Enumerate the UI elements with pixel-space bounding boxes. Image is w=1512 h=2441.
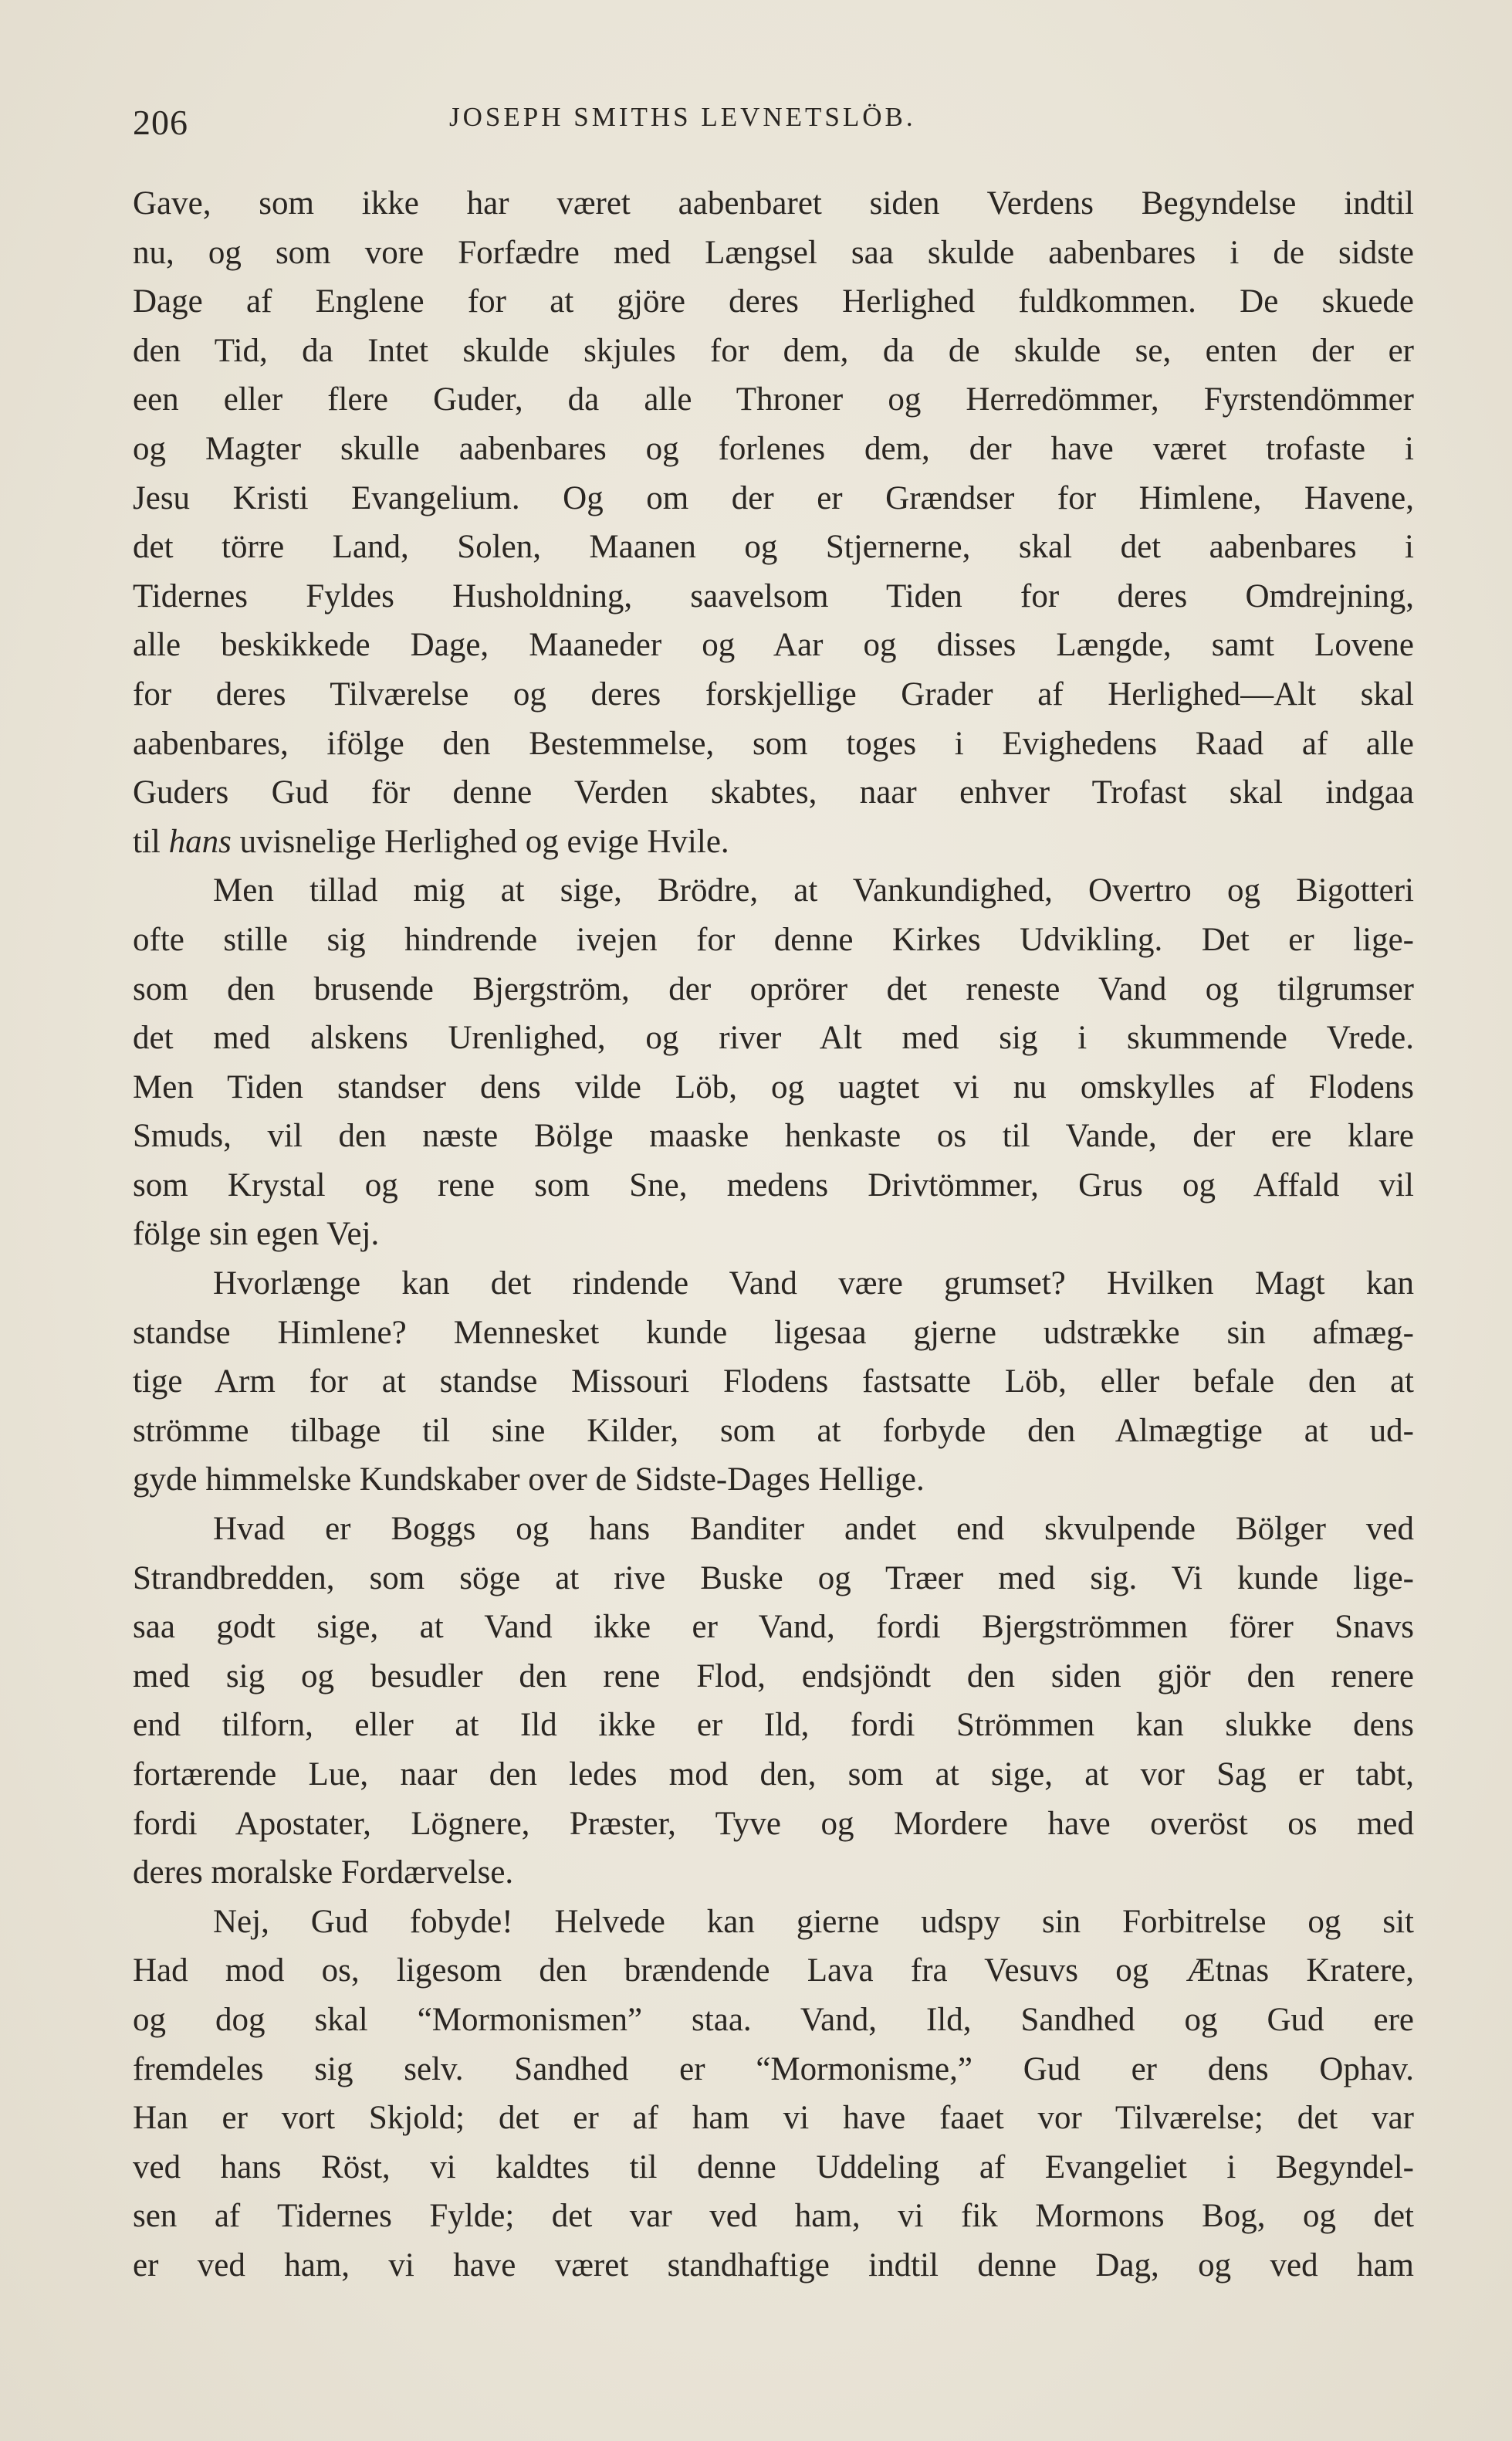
text-line-content: sen af Tidernes Fylde; det var ved ham, vi fik Mormons Bog, og det: [133, 2198, 1414, 2235]
text-line-content: ved hans Röst, vi kaldtes til denne Uddeling af Evangeliet i Begyndel-: [133, 2148, 1414, 2185]
text-line-content: som den brusende Bjergström, der oprörer det reneste Vand og tilgrumser: [133, 970, 1414, 1007]
text-line-content: deres moralske Fordærvelse.: [133, 1854, 514, 1891]
text-line: [133, 670, 1414, 719]
text-line-content: gyde himmelske Kundskaber over de Sidste-Dages Hellige.: [133, 1461, 925, 1498]
text-line-content: een eller flere Guder, da alle Throner og Herredömmer, Fyrstendömmer: [133, 381, 1414, 418]
text-line: [133, 1407, 1414, 1456]
text-line-content: det med alskens Urenlighed, og river Alt med sig i skummende Vrede.: [133, 1020, 1414, 1057]
text-line: [133, 818, 1414, 867]
text-line: [133, 965, 1414, 1014]
text-line-content: den Tid, da Intet skulde skjules for dem, da de skulde se, enten der er: [133, 332, 1414, 369]
text-line: [133, 572, 1414, 621]
text-line: [133, 1750, 1414, 1799]
text-line-content: strömme tilbage til sine Kilder, som at forbyde den Almægtige at ud-: [133, 1412, 1414, 1449]
text-line: [133, 277, 1414, 327]
running-title: JOSEPH SMITHS LEVNETSLÖB.: [449, 102, 916, 132]
text-line: [133, 916, 1414, 965]
text-line-content: Men tillad mig at sige, Brödre, at Vankundighed, Overtro og Bigotteri: [213, 872, 1414, 909]
text-line-continuation: uvisnelige Herlighed og evige Hvile.: [239, 823, 729, 860]
text-line-content: Hvad er Boggs og hans Banditer andet end skvulpende Bölger ved: [213, 1511, 1414, 1548]
text-line-content: Tidernes Fyldes Husholdning, saavelsom Tiden for deres Omdrejning,: [133, 577, 1414, 614]
text-line: [133, 866, 1414, 916]
italic-word: hans: [168, 823, 232, 860]
text-line-content: alle beskikkede Dage, Maaneder og Aar og disses Længde, samt Lovene: [133, 627, 1414, 664]
text-line: [133, 1259, 1414, 1309]
text-line: [133, 2094, 1414, 2143]
text-line-content: Han er vort Skjold; det er af ham vi have faaet vor Tilværelse; det var: [133, 2100, 1414, 2137]
text-line-content: og dog skal “Mormonismen” staa. Vand, Ild, Sandhed og Gud ere: [133, 2001, 1414, 2038]
text-line: [133, 1898, 1414, 1947]
text-line-content: Hvorlænge kan det rindende Vand være grumset? Hvilken Magt kan: [213, 1265, 1414, 1302]
text-line: [133, 425, 1414, 474]
text-line-content: Men Tiden standser dens vilde Löb, og uagtet vi nu omskylles af Flodens: [133, 1068, 1414, 1105]
text-line-content: saa godt sige, at Vand ikke er Vand, fordi Bjergströmmen förer Snavs: [133, 1609, 1414, 1646]
text-line-content: Had mod os, ligesom den brændende Lava fra Vesuvs og Ætnas Kratere,: [133, 1952, 1414, 1989]
text-line: [133, 768, 1414, 818]
text-line: [133, 1652, 1414, 1701]
text-line: [133, 229, 1414, 278]
text-line-content: standse Himlene? Mennesket kunde ligesaa gjerne udstrække sin afmæg-: [133, 1314, 1414, 1351]
text-line-content: er ved ham, vi have været standhaftige indtil denne Dag, og ved ham: [133, 2246, 1414, 2284]
text-line-content: for deres Tilværelse og deres forskjellige Grader af Herlighed—Alt skal: [133, 675, 1414, 713]
text-line: [133, 523, 1414, 572]
text-line: [133, 1701, 1414, 1750]
text-line-content: Gave, som ikke har været aabenbaret siden Verdens Begyndelse indtil: [133, 185, 1414, 222]
text-line: [133, 1357, 1414, 1407]
text-line-content: aabenbares, ifölge den Bestemmelse, som toges i Evighedens Raad af alle: [133, 725, 1414, 762]
text-line: [133, 621, 1414, 670]
text-line-content: tige Arm for at standse Missouri Flodens fastsatte Löb, eller befale den at: [133, 1363, 1414, 1400]
text-line: [133, 719, 1414, 769]
text-line: [133, 327, 1414, 376]
text-line-content: som Krystal og rene som Sne, medens Drivtömmer, Grus og Affald vil: [133, 1166, 1414, 1204]
text-line: [133, 179, 1414, 229]
text-line-content: det törre Land, Solen, Maanen og Stjernerne, skal det aabenbares i: [133, 529, 1414, 566]
text-line-content: Nej, Gud fobyde! Helvede kan gierne udspy sin Forbitrelse og sit: [213, 1903, 1414, 1940]
text-line: [133, 1505, 1414, 1554]
text-line-content: Dage af Englene for at gjöre deres Herlighed fuldkommen. De skuede: [133, 283, 1414, 320]
text-line: [133, 1309, 1414, 1358]
text-line-content: ofte stille sig hindrende ivejen for denne Kirkes Udvikling. Det er lige-: [133, 921, 1414, 958]
text-line: [133, 1161, 1414, 1210]
body-text: [133, 179, 1414, 2290]
page-header: [133, 91, 1414, 145]
text-line: [133, 1112, 1414, 1161]
text-line-content: med sig og besudler den rene Flod, endsjöndt den siden gjör den renere: [133, 1657, 1414, 1694]
text-line: [133, 474, 1414, 523]
page-number: 206: [133, 103, 188, 142]
text-line-content: fölge sin egen Vej.: [133, 1216, 380, 1253]
text-line: [133, 1014, 1414, 1063]
text-line-content: Guders Gud för denne Verden skabtes, naar enhver Trofast skal indgaa: [133, 774, 1414, 811]
text-line-content: nu, og som vore Forfædre med Længsel saa skulde aabenbares i de sidste: [133, 234, 1414, 271]
text-line-content: fortærende Lue, naar den ledes mod den, som at sige, at vor Sag er tabt,: [133, 1756, 1414, 1793]
text-line: [133, 1946, 1414, 1996]
text-line-content: fordi Apostater, Lögnere, Præster, Tyve og Mordere have overöst os med: [133, 1805, 1414, 1842]
text-line: [133, 1455, 1414, 1505]
text-line: [133, 1996, 1414, 2045]
text-line-content: Jesu Kristi Evangelium. Og om der er Grændser for Himlene, Havene,: [133, 479, 1414, 516]
text-line-content: til: [133, 823, 161, 860]
text-line-content: Smuds, vil den næste Bölge maaske henkaste os til Vande, der ere klare: [133, 1118, 1414, 1155]
text-line: [133, 1063, 1414, 1112]
text-line: [133, 1210, 1414, 1259]
text-line-content: Strandbredden, som söge at rive Buske og Træer med sig. Vi kunde lige-: [133, 1559, 1414, 1596]
text-line-content: end tilforn, eller at Ild ikke er Ild, fordi Strömmen kan slukke dens: [133, 1707, 1414, 1744]
text-line: [133, 2143, 1414, 2192]
text-line: [133, 2241, 1414, 2290]
text-line-content: og Magter skulle aabenbares og forlenes dem, der have været trofaste i: [133, 430, 1414, 467]
text-line: [133, 1848, 1414, 1898]
text-line: [133, 1554, 1414, 1603]
text-line: [133, 2192, 1414, 2241]
text-line: [133, 2045, 1414, 2094]
text-line-content: fremdeles sig selv. Sandhed er “Mormonisme,” Gud er dens Ophav.: [133, 2050, 1414, 2087]
text-line: [133, 375, 1414, 425]
text-line: [133, 1799, 1414, 1849]
text-line: [133, 1603, 1414, 1652]
